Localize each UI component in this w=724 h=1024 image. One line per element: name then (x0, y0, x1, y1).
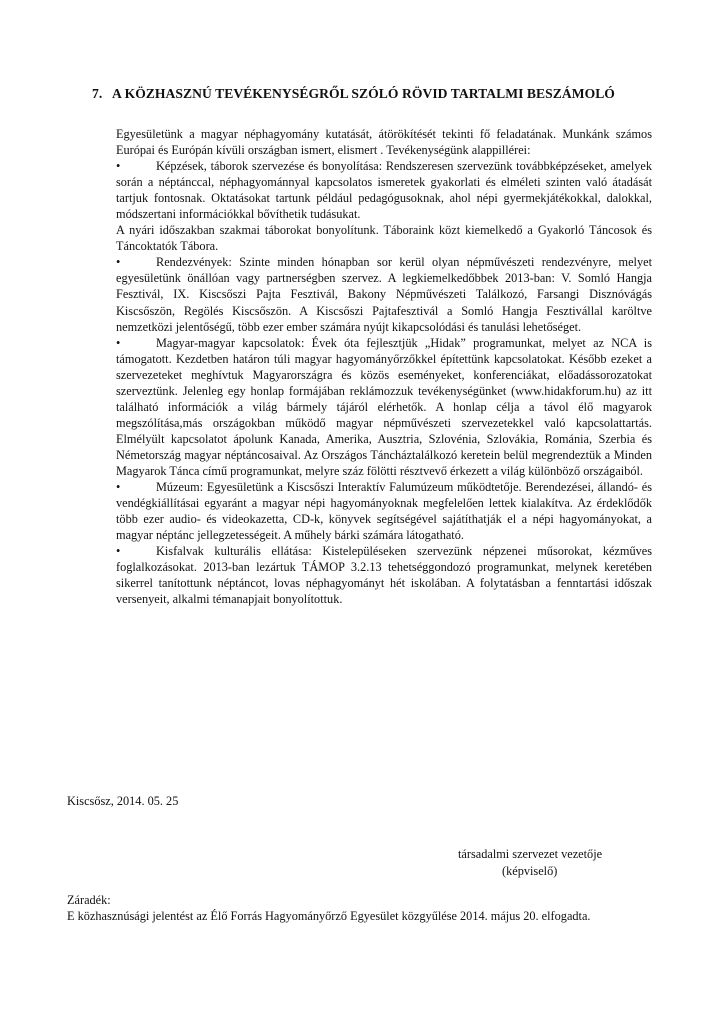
clause-block (67, 892, 659, 924)
camp-paragraph: A nyári időszakban szakmai táborokat bonyolítunk. Táboraink közt kiemelkedő a Gyakorló Táncosok és Táncoktatók Tábora. (116, 223, 652, 254)
bullet-icon: • (116, 159, 121, 174)
bullet-icon: • (116, 335, 121, 350)
report-body (116, 126, 652, 607)
bullet-text: Magyar-magyar kapcsolatok: Évek óta fejlesztjük „Hidak” programunkat, melyet az NCA is támogatott. Kezdetben határon túli magyar hagyományőrzőkkel építettünk kapcsolatokat. Később ezeket a szervezeteket meghívtuk Magyarországra és közös eseményeket, konferenciákat, előadássorozatokat szerveztünk. Jelenleg egy honlap formájában reklámozzuk tevékenységünket (www.hidakforum.hu) az itt található információk a világ bármely tájáról elérhetők. A honlap célja a távol élő magyarok megszólítása,más országokban működő magyar népművészeti szervezetekkel való kapcsolattartás. Elmélyült kapcsolatot ápolunk Kanada, Amerika, Ausztria, Szlovénia, Szlovákia, Románia, Szerbia és Németország magyar néptáncosaival. Az Országos Táncháztalálkozó keretein belül megrendeztük a Minden Magyarok Tánca című programunkat, melyre száz fölötti résztvevő érkezett a világ különböző országaiból. (116, 335, 652, 478)
bullet-icon: • (116, 544, 121, 559)
bullet-item-events (116, 254, 652, 334)
bullet-text: Kisfalvak kulturális ellátása: Kistelepüléseken szervezünk népzenei műsorokat, kézműves foglalkozásokat. 2013-ban lezártuk TÁMOP 3.2.13 tehetséggondozó programunkat, melynek keretében sikerrel tanítottunk néptáncot, lovas néphagyományt hét iskolában. A folytatásban a fenntartási időszak versenyeit, alkalmi témanapjait bonyolítottuk. (116, 544, 652, 607)
clause-text: E közhasznúsági jelentést az Élő Forrás Hagyományőrző Egyesület közgyűlése 2014. május 20. elfogadta. (67, 909, 591, 924)
bullet-text: Rendezvények: Szinte minden hónapban sor kerül olyan népművészeti rendezvényre, melyet egyesületünk önállóan vagy partnerségben szervez. A legkiemelkedőbbek 2013-ban: V. Somló Hangja Fesztivál, IX. Kiscsőszi Pajta Fesztivál, Bakony Népművészeti Találkozó, Farsangi Disznóvágás Kiscsőszön, Regölés Kiscsőszön. A Kiscsőszi Pajtafesztivál a Somló Hangja Fesztivállal karöltve nemzetközi jelentőségű, több ezer ember számára nyújt kikapcsolódási és tanulási lehetőséget. (116, 255, 652, 334)
section-heading (92, 86, 615, 102)
bullet-icon: • (116, 480, 121, 495)
signature-block (458, 846, 602, 879)
bullet-text: Képzések, táborok szervezése és bonyolítása: Rendszeresen szervezünk továbbképzéseket, amelyek során a néptánccal, néphagyománnyal kapcsolatos ismeretek gyakorlati és elméleti szinten való átadását tartjuk fontosnak. Oktatásokat tartunk például pedagógusoknak, ahol népi gyermekjátékokkal, dalokkal, módszertani információkkal bővíthetik tudásukat. (116, 159, 652, 222)
bullet-text: Múzeum: Egyesületünk a Kiscsőszi Interaktív Falumúzeum működtetője. Berendezései, állandó- és vendégkiállításai egyaránt a magyar népi hagyományoknak megfelelően lettek kialakítva. Az érdeklődők több ezer audio- és videokazetta, CD-k, könyvek segítségével sajátíthatják el a népi hagyományokat, a magyar néptánc jellegzetességeit. A műhely bárki számára látogatható. (116, 480, 652, 543)
bullet-item-museum (116, 479, 652, 543)
place-date: Kiscsősz, 2014. 05. 25 (67, 794, 179, 808)
section-title: A KÖZHASZNÚ TEVÉKENYSÉGRŐL SZÓLÓ RÖVID TARTALMI BESZÁMOLÓ (112, 86, 615, 101)
signature-role: társadalmi szervezet vezetője (458, 847, 603, 861)
bullet-item-villages (116, 543, 652, 607)
intro-paragraph: Egyesületünk a magyar néphagyomány kutatását, átörökítését tekinti fő feladatának. Munkánk számos Európai és Európán kívüli országban ismert, elismert . Tevékenységünk alappillérei: (116, 127, 652, 158)
bullet-item-relations (116, 335, 652, 479)
section-number: 7. (92, 86, 103, 101)
bullet-item-training (116, 158, 652, 222)
signature-role-note: (képviselő) (502, 863, 558, 878)
clause-label: Záradék: (67, 893, 111, 907)
bullet-icon: • (116, 255, 121, 270)
